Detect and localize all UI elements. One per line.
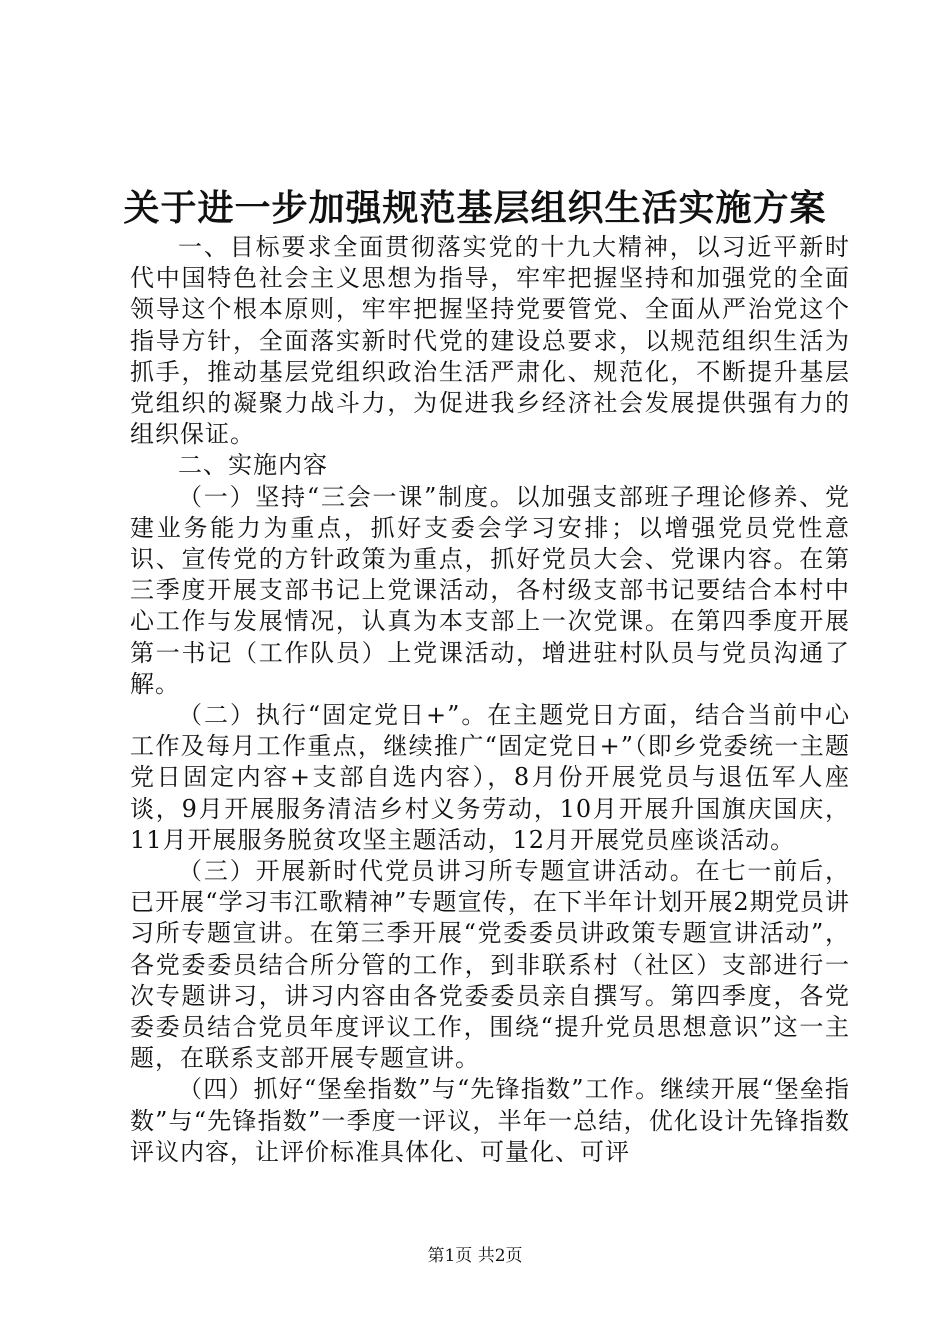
paragraph-goals: 一、目标要求全面贯彻落实党的十九大精神，以习近平新时代中国特色社会主义思想为指导，牢牢把握坚持和加强党的全面领导这个根本原则，牢牢把握坚持党要管党、全面从严治党这个指导方针，全面落实新时代党的建设总要求，以规范组织生活为抓手，推动基层党组织政治生活严肃化、规范化，不断提升基层党组织的凝聚力战斗力，为促进我乡经济社会发展提供强有力的组织保证。 xyxy=(130,233,850,449)
document-title: 关于进一步加强规范基层组织生活实施方案 xyxy=(123,187,827,229)
paragraph-item-4: （四）抓好“堡垒指数”与“先锋指数”工作。继续开展“堡垒指数”与“先锋指数”一季度一评议，半年一总结，优化设计先锋指数评议内容，让评价标准具体化、可量化、可评 xyxy=(130,1075,850,1166)
paragraph-item-3: （三）开展新时代党员讲习所专题宣讲活动。在七一前后，已开展“学习韦江歌精神”专题宣传，在下半年计划开展2期党员讲习所专题宣讲。在第三季开展“党委委员讲政策专题宣讲活动”，各党委委员结合所分管的工作，到非联系村（社区）支部进行一次专题讲习，讲习内容由各党委委员亲自撰写。第四季度，各党委委员结合党员年度评议工作，围绕“提升党员思想意识”这一主题，在联系支部开展专题宣讲。 xyxy=(130,857,850,1073)
paragraph-item-2: （二）执行“固定党日+”。在主题党日方面，结合当前中心工作及每月工作重点，继续推广“固定党日+”（即乡党委统一主题党日固定内容+支部自选内容），8月份开展党员与退伍军人座谈，9月开展服务清洁乡村义务劳动，10月开展升国旗庆国庆，11月开展服务脱贫攻坚主题活动，12月开展党员座谈活动。 xyxy=(130,701,850,854)
section-heading-implementation: 二、实施内容 xyxy=(178,451,328,480)
page-footer: 第1页 共2页 xyxy=(427,1246,523,1266)
document-body xyxy=(130,232,850,1168)
paragraph-item-1: （一）坚持“三会一课”制度。以加强支部班子理论修养、党建业务能力为重点，抓好支委会学习安排；以增强党员党性意识、宣传党的方针政策为重点，抓好党员大会、党课内容。在第三季度开展支部书记上党课活动，各村级支部书记要结合本村中心工作与发展情况，认真为本支部上一次党课。在第四季度开展第一书记（工作队员）上党课活动，增进驻村队员与党员沟通了解。 xyxy=(130,482,850,698)
